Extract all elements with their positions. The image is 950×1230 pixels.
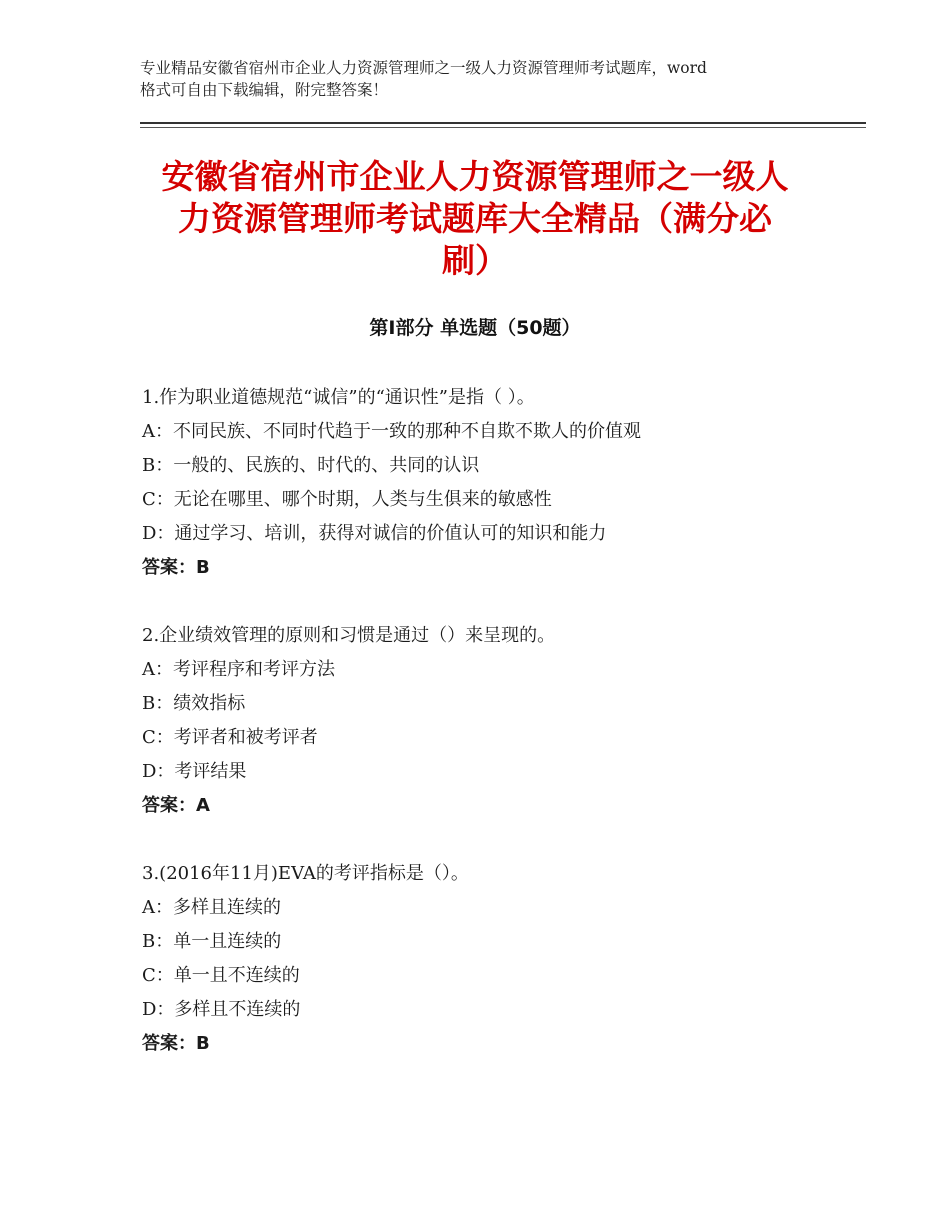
option-b: B：绩效指标 — [142, 693, 246, 714]
option-a: A：多样且连续的 — [142, 897, 281, 918]
question-list — [142, 381, 832, 1095]
answer: 答案：A — [142, 795, 210, 816]
option-c: C：考评者和被考评者 — [142, 727, 318, 748]
option-d: D：通过学习、培训，获得对诚信的价值认可的知识和能力 — [142, 523, 607, 544]
question-stem: 1.作为职业道德规范“诚信”的“通识性”是指（ ）。 — [142, 387, 535, 408]
answer: 答案：B — [142, 557, 210, 578]
option-d: D：考评结果 — [142, 761, 247, 782]
option-b: B：单一且连续的 — [142, 931, 282, 952]
header-rule-thick — [140, 122, 866, 124]
header-note-line-1: 专业精品安徽省宿州市企业人力资源管理师之一级人力资源管理师考试题库，word — [140, 59, 707, 77]
question-1 — [142, 381, 832, 585]
option-a: A：不同民族、不同时代趋于一致的那种不自欺不欺人的价值观 — [142, 421, 641, 442]
title-line-1: 安徽省宿州市企业人力资源管理师之一级人 — [161, 157, 789, 196]
header-rule-thin — [140, 127, 866, 128]
question-3 — [142, 857, 832, 1061]
title-line-3: 刷） — [442, 241, 508, 280]
option-a: A：考评程序和考评方法 — [142, 659, 335, 680]
answer: 答案：B — [142, 1033, 210, 1054]
question-2 — [142, 619, 832, 823]
option-b: B：一般的、民族的、时代的、共同的认识 — [142, 455, 480, 476]
question-stem: 3.(2016年11月)EVA的考评指标是（）。 — [142, 863, 469, 884]
header-note — [140, 57, 830, 101]
section-title: 第Ⅰ部分 单选题（50题） — [369, 317, 581, 339]
option-c: C：无论在哪里、哪个时期，人类与生俱来的敏感性 — [142, 489, 552, 510]
header-note-line-2: 格式可自由下载编辑，附完整答案！ — [140, 81, 389, 99]
document-title — [140, 156, 810, 282]
title-line-2: 力资源管理师考试题库大全精品（满分必 — [178, 199, 772, 238]
option-c: C：单一且不连续的 — [142, 965, 300, 986]
option-d: D：多样且不连续的 — [142, 999, 301, 1020]
question-stem: 2.企业绩效管理的原则和习惯是通过（）来呈现的。 — [142, 625, 556, 646]
